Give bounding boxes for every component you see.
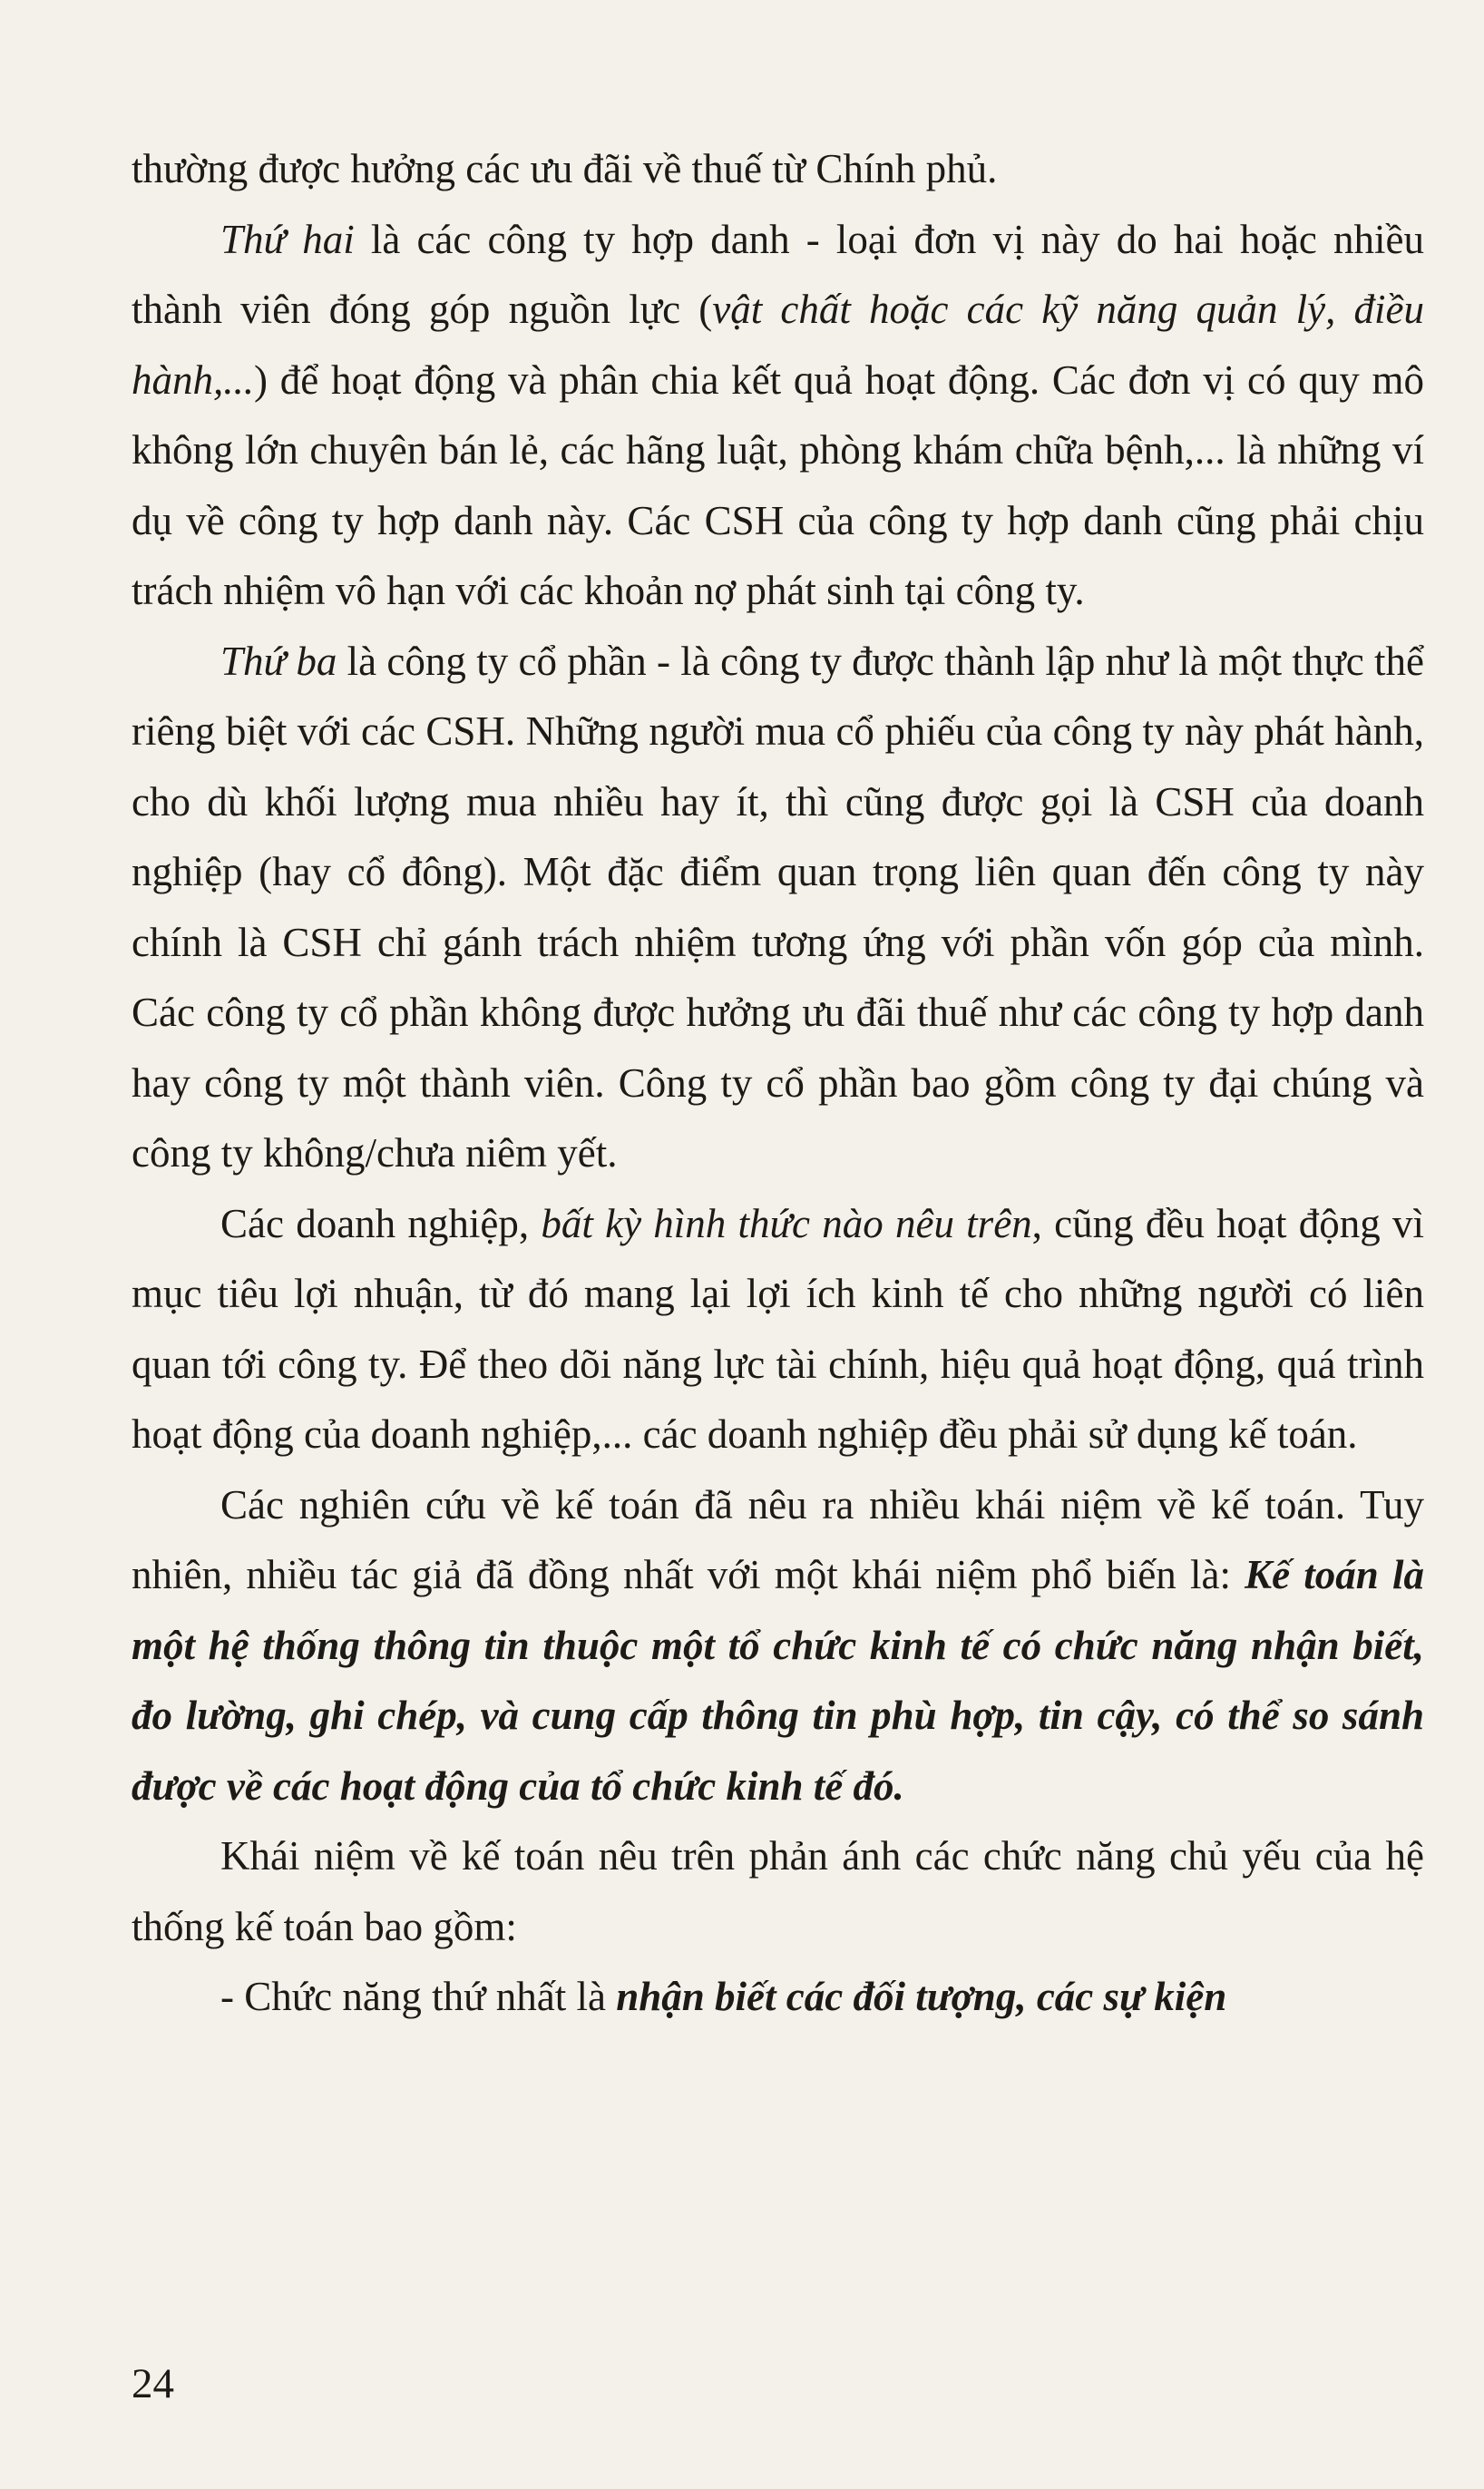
text-run: , cũng đều hoạt động vì mục tiêu lợi nhuận, từ đó mang lại lợi ích kinh tế cho những người có liên quan tới công ty. Để theo dõi năng lực tài chính, hiệu quả hoạt động, quá trình hoạt động của doanh nghiệp,... các doanh nghiệp đều phải sử dụng kế toán. bbox=[132, 1200, 1424, 1457]
paragraph-5 bbox=[132, 1470, 1424, 1822]
text-run: là các công ty hợp danh - loại đơn vị này do hai hoặc nhiều thành viên đóng góp nguồn lực ( bbox=[132, 216, 1424, 332]
paragraph-1 bbox=[132, 134, 1424, 205]
text-run-bold-italic: Kế toán là một hệ thống thông tin thuộc một tổ chức kinh tế có chức năng nhận biết, đo lường, ghi chép, và cung cấp thông tin phù hợp, tin cậy, có thể so sánh được về các hoạt động của tổ chức kinh tế đó. bbox=[132, 1552, 1424, 1809]
text-run: là công ty cổ phần - là công ty được thành lập như là một thực thể riêng biệt với các CSH. Những người mua cổ phiếu của công ty này phát hành, cho dù khối lượng mua nhiều hay ít, thì cũng được gọi là CSH của doanh nghiệp (hay cổ đông). Một đặc điểm quan trọng liên quan đến công ty này chính là CSH chỉ gánh trách nhiệm tương ứng với phần vốn góp của mình. Các công ty cổ phần không được hưởng ưu đãi thuế như các công ty hợp danh hay công ty một thành viên. Công ty cổ phần bao gồm công ty đại chúng và công ty không/chưa niêm yết. bbox=[132, 638, 1425, 1176]
text-run-italic: Thứ hai bbox=[220, 216, 355, 262]
text-run-italic: bất kỳ hình thức nào nêu trên bbox=[541, 1200, 1032, 1246]
text-run-italic: vật chất hoặc các kỹ năng quản lý, điều hành,... bbox=[132, 287, 1424, 403]
paragraph-4 bbox=[132, 1189, 1424, 1470]
text-run-bold-italic: nhận biết các đối tượng, các sự kiện bbox=[616, 1974, 1227, 2019]
paragraph-2 bbox=[132, 205, 1424, 627]
paragraph-6 bbox=[132, 1821, 1424, 1962]
paragraph-3 bbox=[132, 627, 1424, 1189]
text-run: thường được hưởng các ưu đãi về thuế từ Chính phủ. bbox=[132, 146, 998, 191]
text-run-italic: Thứ ba bbox=[220, 638, 337, 684]
text-run: ) để hoạt động và phân chia kết quả hoạt động. Các đơn vị có quy mô không lớn chuyên bán lẻ, các hãng luật, phòng khám chữa bệnh,... là những ví dụ về công ty hợp danh này. Các CSH của công ty hợp danh cũng phải chịu trách nhiệm vô hạn với các khoản nợ phát sinh tại công ty. bbox=[132, 356, 1424, 613]
text-run: - Chức năng thứ nhất là bbox=[220, 1974, 617, 2019]
text-run: Khái niệm về kế toán nêu trên phản ánh các chức năng chủ yếu của hệ thống kế toán bao gồm: bbox=[132, 1833, 1424, 1949]
text-run: Các nghiên cứu về kế toán đã nêu ra nhiều khái niệm về kế toán. Tuy nhiên, nhiều tác giả đã đồng nhất với một khái niệm phổ biến là: bbox=[132, 1481, 1424, 1597]
page-number: 24 bbox=[132, 2360, 174, 2407]
text-run: Các doanh nghiệp, bbox=[220, 1200, 542, 1246]
paragraph-7 bbox=[132, 1962, 1424, 2033]
